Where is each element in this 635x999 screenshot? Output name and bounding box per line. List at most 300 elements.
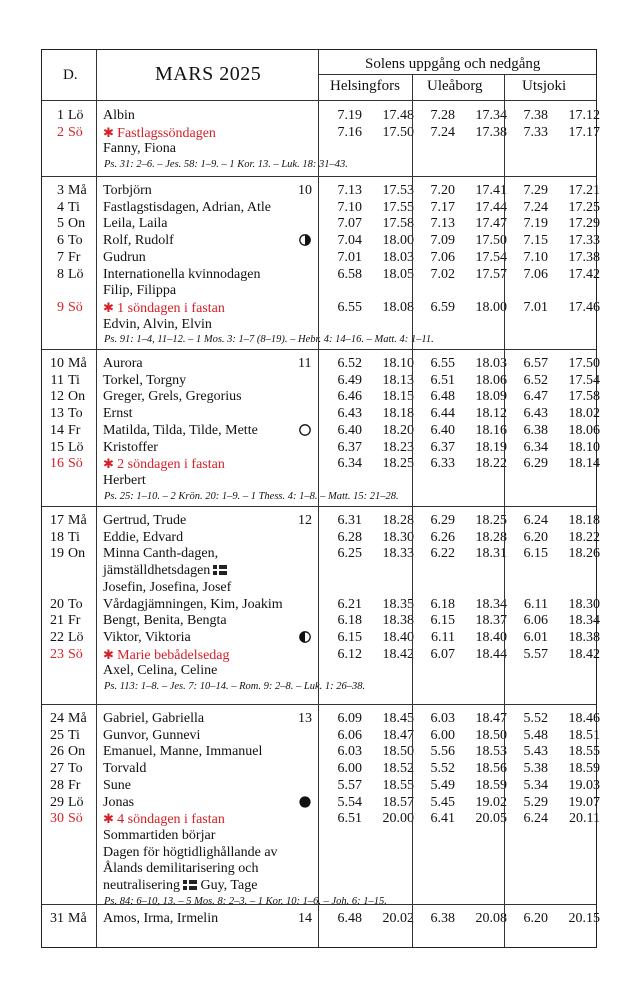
sunrise-time: 6.49 xyxy=(337,372,362,388)
sunrise-time: 6.44 xyxy=(430,406,455,422)
sunrise-time: 5.52 xyxy=(430,761,455,777)
sunset-time: 18.18 xyxy=(382,406,414,422)
bible-readings: Ps. 113: 1–8. – Jes. 7: 10–14. – Rom. 9: 2–8. – Luk. 1: 26–38. xyxy=(104,681,366,692)
bible-readings: Ps. 84: 6–10, 13. – 5 Mos. 8: 2–3. – 1 Kor. 10: 1–6. – Joh. 6: 1–15. xyxy=(104,895,387,907)
sunrise-time: 6.38 xyxy=(430,911,455,926)
name-day xyxy=(103,529,183,546)
weekday: Ti xyxy=(68,372,80,388)
sunset-time: 18.57 xyxy=(382,794,414,810)
day-number: 25 xyxy=(50,727,64,743)
name-text: Torvald xyxy=(103,761,147,777)
calendar-page xyxy=(41,49,600,948)
weekday: To xyxy=(68,406,83,422)
sunset-time: 19.07 xyxy=(568,794,600,810)
name-day xyxy=(103,439,158,456)
sunset-time: 18.23 xyxy=(382,439,414,455)
sunset-time: 18.12 xyxy=(475,406,507,422)
holiday-name xyxy=(103,646,230,664)
name-text: Fastlagstisdagen, Adrian, Atle xyxy=(103,199,271,215)
name-day xyxy=(103,182,152,199)
day-column-header: D. xyxy=(63,67,78,83)
sunrise-time: 6.29 xyxy=(523,456,548,472)
day-number: 22 xyxy=(50,629,64,645)
weekday: On xyxy=(68,546,86,562)
sunset-time: 18.47 xyxy=(475,711,507,726)
day-row xyxy=(42,182,600,199)
name-text: Edvin, Alvin, Elvin xyxy=(103,316,212,332)
weekday: Fr xyxy=(68,613,81,629)
sunrise-time: 5.38 xyxy=(523,761,548,777)
name-day xyxy=(103,512,186,529)
name-day xyxy=(103,579,231,596)
weekday: Må xyxy=(68,911,87,926)
name-day xyxy=(103,388,242,405)
sunset-time: 17.46 xyxy=(568,299,600,315)
sunset-time: 18.55 xyxy=(382,777,414,793)
name-text: Ålands demilitarisering och xyxy=(103,861,259,877)
weekday: Fr xyxy=(68,422,81,438)
day-row xyxy=(42,266,600,283)
name-text: Bengt, Benita, Bengta xyxy=(103,613,227,629)
sunrise-time: 6.20 xyxy=(523,529,548,545)
day-row-continuation xyxy=(42,860,596,877)
name-text: Gertrud, Trude xyxy=(103,513,187,528)
weekday: Lö xyxy=(68,794,84,810)
day-number: 13 xyxy=(50,406,64,422)
sunrise-time: 6.37 xyxy=(337,439,362,455)
day-row-continuation xyxy=(42,844,596,861)
divider-subheader xyxy=(318,74,596,75)
day-row-continuation xyxy=(42,579,596,596)
name-text: Albin xyxy=(103,108,135,123)
sunset-time: 18.40 xyxy=(475,629,507,645)
sunrise-time: 6.34 xyxy=(523,439,548,455)
day-number: 15 xyxy=(50,439,64,455)
sunrise-time: 7.19 xyxy=(337,108,362,123)
sunrise-time: 6.43 xyxy=(337,406,362,422)
sunrise-time: 7.09 xyxy=(430,233,455,249)
sunset-time: 19.02 xyxy=(475,794,507,810)
sunrise-time: 6.24 xyxy=(523,811,548,827)
holiday-star-icon: ✱ xyxy=(103,646,118,662)
finnish-flag-icon xyxy=(183,880,197,890)
sunset-time: 18.50 xyxy=(382,744,414,760)
sunrise-time: 6.20 xyxy=(523,911,548,926)
sunrise-time: 7.16 xyxy=(337,124,362,140)
day-row xyxy=(42,777,600,794)
sunset-time: 18.09 xyxy=(475,389,507,405)
name-text: Gudrun xyxy=(103,249,146,265)
sunrise-time: 7.02 xyxy=(430,266,455,282)
sunset-time: 18.02 xyxy=(568,406,600,422)
sunrise-time: 6.31 xyxy=(337,513,362,528)
day-number: 24 xyxy=(50,711,64,726)
sunrise-time: 6.26 xyxy=(430,529,455,545)
name-text: Emanuel, Manne, Immanuel xyxy=(103,744,263,760)
sunset-time: 18.55 xyxy=(568,744,600,760)
sunset-time: 17.44 xyxy=(475,199,507,215)
day-number: 14 xyxy=(50,422,64,438)
sunset-time: 17.38 xyxy=(475,124,507,140)
divider-week-3 xyxy=(42,506,596,507)
sunrise-time: 5.57 xyxy=(523,646,548,662)
day-row xyxy=(42,727,600,744)
day-number: 9 xyxy=(57,299,64,315)
day-row-continuation xyxy=(42,282,596,299)
weekday: On xyxy=(68,216,86,232)
day-row xyxy=(42,232,600,249)
sunrise-time: 6.00 xyxy=(430,727,455,743)
sunrise-time: 6.15 xyxy=(523,546,548,562)
name-text: Filip, Filippa xyxy=(103,283,177,299)
name-text: Gunvor, Gunnevi xyxy=(103,727,201,743)
day-row xyxy=(42,388,600,405)
name-text: Vårdagjämningen, Kim, Joakim xyxy=(103,596,283,612)
sunrise-time: 7.06 xyxy=(523,266,548,282)
day-row-continuation xyxy=(42,662,596,679)
sunrise-time: 6.15 xyxy=(337,629,362,645)
week-number: 11 xyxy=(298,356,312,371)
name-text: 1 söndagen i fastan xyxy=(117,300,225,316)
day-number: 30 xyxy=(50,811,64,827)
sunset-time: 20.00 xyxy=(382,811,414,827)
day-row xyxy=(42,612,600,629)
day-row xyxy=(42,646,600,663)
sunrise-time: 6.29 xyxy=(430,513,455,528)
holiday-star-icon: ✱ xyxy=(103,811,118,827)
holiday-name xyxy=(103,124,216,142)
sunrise-time: 6.03 xyxy=(337,744,362,760)
day-row-continuation xyxy=(42,877,596,894)
sunrise-time: 7.10 xyxy=(523,249,548,265)
sunset-time: 18.59 xyxy=(568,761,600,777)
sunrise-time: 7.01 xyxy=(337,249,362,265)
name-day xyxy=(103,140,176,157)
sunset-time: 18.00 xyxy=(382,233,414,249)
name-text: Matilda, Tilda, Tilde, Mette xyxy=(103,422,258,438)
day-row xyxy=(42,439,600,456)
divider-week-1 xyxy=(42,176,596,177)
sunrise-time: 6.25 xyxy=(337,546,362,562)
name-text: Josefin, Josefina, Josef xyxy=(103,579,232,595)
weekday: Sö xyxy=(68,299,83,315)
name-day xyxy=(103,844,278,861)
weekday: Fr xyxy=(68,777,81,793)
sunrise-time: 6.24 xyxy=(523,513,548,528)
sunrise-time: 7.17 xyxy=(430,199,455,215)
day-row xyxy=(42,107,600,124)
month-title: MARS 2025 xyxy=(155,63,262,85)
sunrise-time: 6.48 xyxy=(337,911,362,926)
name-day xyxy=(103,827,215,844)
sunrise-time: 6.07 xyxy=(430,646,455,662)
name-day xyxy=(103,372,186,389)
sunset-time: 18.03 xyxy=(382,249,414,265)
sunset-time: 17.53 xyxy=(382,183,414,198)
weekday: To xyxy=(68,596,83,612)
day-number: 29 xyxy=(50,794,64,810)
sunset-time: 18.40 xyxy=(382,629,414,645)
sunset-time: 18.03 xyxy=(475,356,507,371)
weekday: Fr xyxy=(68,249,81,265)
weekday: Må xyxy=(68,356,87,371)
sunset-time: 18.13 xyxy=(382,372,414,388)
day-number: 3 xyxy=(57,183,64,198)
day-number: 19 xyxy=(50,546,64,562)
name-day xyxy=(103,316,212,333)
sunrise-time: 6.52 xyxy=(337,356,362,371)
day-number: 4 xyxy=(57,199,64,215)
sun-times-title: Solens uppgång och nedgång xyxy=(365,56,541,72)
divider-header xyxy=(42,100,596,101)
sunset-time: 17.42 xyxy=(568,266,600,282)
sunrise-time: 5.48 xyxy=(523,727,548,743)
sunrise-time: 6.33 xyxy=(430,456,455,472)
name-text: Axel, Celina, Celine xyxy=(103,663,218,679)
sunrise-time: 6.43 xyxy=(523,406,548,422)
city-uleaborg: Uleåborg xyxy=(427,78,483,94)
sunrise-time: 6.18 xyxy=(430,596,455,612)
name-text: Torbjörn xyxy=(103,183,152,198)
name-day xyxy=(103,215,168,232)
sunset-time: 18.10 xyxy=(382,356,414,371)
sunset-time: 18.16 xyxy=(475,422,507,438)
sunset-time: 18.26 xyxy=(568,546,600,562)
sunset-time: 17.58 xyxy=(568,389,600,405)
day-row xyxy=(42,215,600,232)
weekday: Må xyxy=(68,183,87,198)
sunset-time: 17.33 xyxy=(568,233,600,249)
sunset-time: 17.17 xyxy=(568,124,600,140)
sunset-time: 17.54 xyxy=(568,372,600,388)
sunset-time: 18.56 xyxy=(475,761,507,777)
weekday: Lö xyxy=(68,108,84,123)
day-row xyxy=(42,910,600,927)
day-number: 26 xyxy=(50,744,64,760)
weekday: Sö xyxy=(68,124,83,140)
sunrise-time: 7.15 xyxy=(523,233,548,249)
sunset-time: 20.08 xyxy=(475,911,507,926)
day-row-continuation xyxy=(42,140,596,157)
name-text: Fanny, Fiona xyxy=(103,141,176,157)
name-day xyxy=(103,727,200,744)
divider-week-2 xyxy=(42,349,596,350)
sunrise-time: 6.55 xyxy=(430,356,455,371)
day-row xyxy=(42,810,600,828)
sunrise-time: 7.01 xyxy=(523,299,548,315)
sunset-time: 18.28 xyxy=(382,513,414,528)
finnish-flag-icon xyxy=(213,565,227,575)
name-day xyxy=(103,612,227,629)
name-day xyxy=(103,662,217,679)
sunrise-time: 7.20 xyxy=(430,183,455,198)
name-text: Kristoffer xyxy=(103,439,158,455)
sunrise-time: 6.11 xyxy=(431,629,455,645)
name-text: Sune xyxy=(103,777,131,793)
sunrise-time: 7.19 xyxy=(523,216,548,232)
sunrise-time: 5.34 xyxy=(523,777,548,793)
weekday: Sö xyxy=(68,456,83,472)
weekday: Må xyxy=(68,711,87,726)
name-text: Torkel, Torgny xyxy=(103,372,187,388)
sunrise-time: 6.52 xyxy=(523,372,548,388)
sunset-time: 17.50 xyxy=(568,356,600,371)
sunrise-time: 5.56 xyxy=(430,744,455,760)
name-day xyxy=(103,472,146,489)
name-text: Dagen för högtidlighållande av xyxy=(103,844,278,860)
weekday: Må xyxy=(68,513,87,528)
sunset-time: 20.11 xyxy=(569,811,600,827)
name-text: Ernst xyxy=(103,406,133,422)
sunset-time: 17.48 xyxy=(382,108,414,123)
sunset-time: 18.18 xyxy=(568,513,600,528)
sunrise-time: 7.24 xyxy=(430,124,455,140)
name-day xyxy=(103,629,191,646)
sunrise-time: 7.28 xyxy=(430,108,455,123)
sunset-time: 18.38 xyxy=(568,629,600,645)
name-day xyxy=(103,743,262,760)
sunrise-time: 6.03 xyxy=(430,711,455,726)
holiday-star-icon: ✱ xyxy=(103,456,118,472)
weekday: To xyxy=(68,233,83,249)
holiday-star-icon: ✱ xyxy=(103,124,118,140)
day-number: 18 xyxy=(50,529,64,545)
day-row xyxy=(42,199,600,216)
week-number: 14 xyxy=(298,911,312,926)
name-text: 4 söndagen i fastan xyxy=(117,812,225,828)
day-row xyxy=(42,629,600,646)
day-number: 23 xyxy=(50,646,64,662)
sunrise-time: 5.57 xyxy=(337,777,362,793)
sunrise-time: 6.00 xyxy=(337,761,362,777)
sunset-time: 18.45 xyxy=(382,711,414,726)
day-row xyxy=(42,760,600,777)
day-number: 28 xyxy=(50,777,64,793)
sunset-time: 18.42 xyxy=(568,646,600,662)
sunrise-time: 6.51 xyxy=(430,372,455,388)
sunset-time: 18.44 xyxy=(475,646,507,662)
sunrise-time: 5.54 xyxy=(337,794,362,810)
sunset-time: 18.20 xyxy=(382,422,414,438)
name-day xyxy=(103,545,218,562)
weekday: Lö xyxy=(68,266,84,282)
sunset-time: 17.25 xyxy=(568,199,600,215)
name-day xyxy=(103,422,258,439)
sunset-time: 18.38 xyxy=(382,613,414,629)
sunrise-time: 7.13 xyxy=(430,216,455,232)
sunrise-time: 6.47 xyxy=(523,389,548,405)
sunrise-time: 6.21 xyxy=(337,596,362,612)
sunset-time: 17.21 xyxy=(568,183,600,198)
sunset-time: 18.30 xyxy=(568,596,600,612)
day-row xyxy=(42,529,600,546)
week-number: 10 xyxy=(298,183,312,198)
day-number: 8 xyxy=(57,266,64,282)
sunrise-time: 7.13 xyxy=(337,183,362,198)
sunrise-time: 6.40 xyxy=(337,422,362,438)
new-moon-icon xyxy=(299,796,311,808)
sunrise-time: 5.29 xyxy=(523,794,548,810)
sunrise-time: 6.40 xyxy=(430,422,455,438)
bible-readings: Ps. 91: 1–4, 11–12. – 1 Mos. 3: 1–7 (8–19). – Hebr. 4: 14–16. – Matt. 4: 1–11. xyxy=(104,334,434,346)
sunrise-time: 6.58 xyxy=(337,266,362,282)
name-text: Fastlagssöndagen xyxy=(117,125,216,141)
last-quarter-moon-icon xyxy=(299,631,311,643)
sunset-time: 18.06 xyxy=(475,372,507,388)
day-row xyxy=(42,405,600,422)
city-helsingfors: Helsingfors xyxy=(330,78,400,94)
name-text: Sommartiden börjar xyxy=(103,827,216,843)
sunrise-time: 6.48 xyxy=(430,389,455,405)
sunset-time: 17.55 xyxy=(382,199,414,215)
day-number: 7 xyxy=(57,249,64,265)
sunset-time: 18.19 xyxy=(475,439,507,455)
name-day xyxy=(103,232,174,249)
sunrise-time: 5.52 xyxy=(523,711,548,726)
name-day xyxy=(103,910,218,927)
day-row xyxy=(42,545,600,562)
sunset-time: 18.28 xyxy=(475,529,507,545)
sunset-time: 18.22 xyxy=(568,529,600,545)
name-text: jämställdhetsdagen xyxy=(103,563,211,579)
sunset-time: 18.33 xyxy=(382,546,414,562)
sunrise-time: 7.38 xyxy=(523,108,548,123)
name-day xyxy=(103,877,257,894)
sunset-time: 18.37 xyxy=(475,613,507,629)
day-number: 17 xyxy=(50,513,64,528)
sunset-time: 18.31 xyxy=(475,546,507,562)
day-number: 12 xyxy=(50,389,64,405)
bible-readings: Ps. 25: 1–10. – 2 Krön. 20: 1–9. – 1 Thess. 4: 1–8. – Matt. 15: 21–28. xyxy=(104,490,399,502)
name-day xyxy=(103,405,133,422)
sunset-time: 18.22 xyxy=(475,456,507,472)
sunrise-time: 6.38 xyxy=(523,422,548,438)
name-text: Leila, Laila xyxy=(103,216,168,232)
day-row xyxy=(42,794,600,811)
sunrise-time: 6.12 xyxy=(337,646,362,662)
sunset-time: 17.50 xyxy=(475,233,507,249)
week-number: 13 xyxy=(298,711,312,726)
name-text-after-flag: Guy, Tage xyxy=(196,878,258,893)
name-text: Eddie, Edvard xyxy=(103,529,184,545)
sunset-time: 17.34 xyxy=(475,108,507,123)
sunrise-time: 6.09 xyxy=(337,711,362,726)
sunrise-time: 6.28 xyxy=(337,529,362,545)
day-number: 31 xyxy=(50,911,64,926)
day-row xyxy=(42,596,600,613)
day-number: 5 xyxy=(57,216,64,232)
sunset-time: 17.47 xyxy=(475,216,507,232)
name-text: neutralisering xyxy=(103,878,180,893)
sunset-time: 20.02 xyxy=(382,911,414,926)
name-day xyxy=(103,107,135,124)
sunrise-time: 6.06 xyxy=(523,613,548,629)
sunset-time: 18.10 xyxy=(568,439,600,455)
sunrise-time: 5.49 xyxy=(430,777,455,793)
weekday: To xyxy=(68,761,83,777)
day-row xyxy=(42,512,600,529)
sunset-time: 18.46 xyxy=(568,711,600,726)
sunset-time: 17.58 xyxy=(382,216,414,232)
sunrise-time: 6.18 xyxy=(337,613,362,629)
weekday: On xyxy=(68,744,86,760)
name-text: Internationella kvinnodagen xyxy=(103,266,261,282)
holiday-name xyxy=(103,810,225,828)
weekday: Ti xyxy=(68,529,80,545)
weekday: Ti xyxy=(68,199,80,215)
sunset-time: 18.14 xyxy=(568,456,600,472)
sunrise-time: 6.59 xyxy=(430,299,455,315)
